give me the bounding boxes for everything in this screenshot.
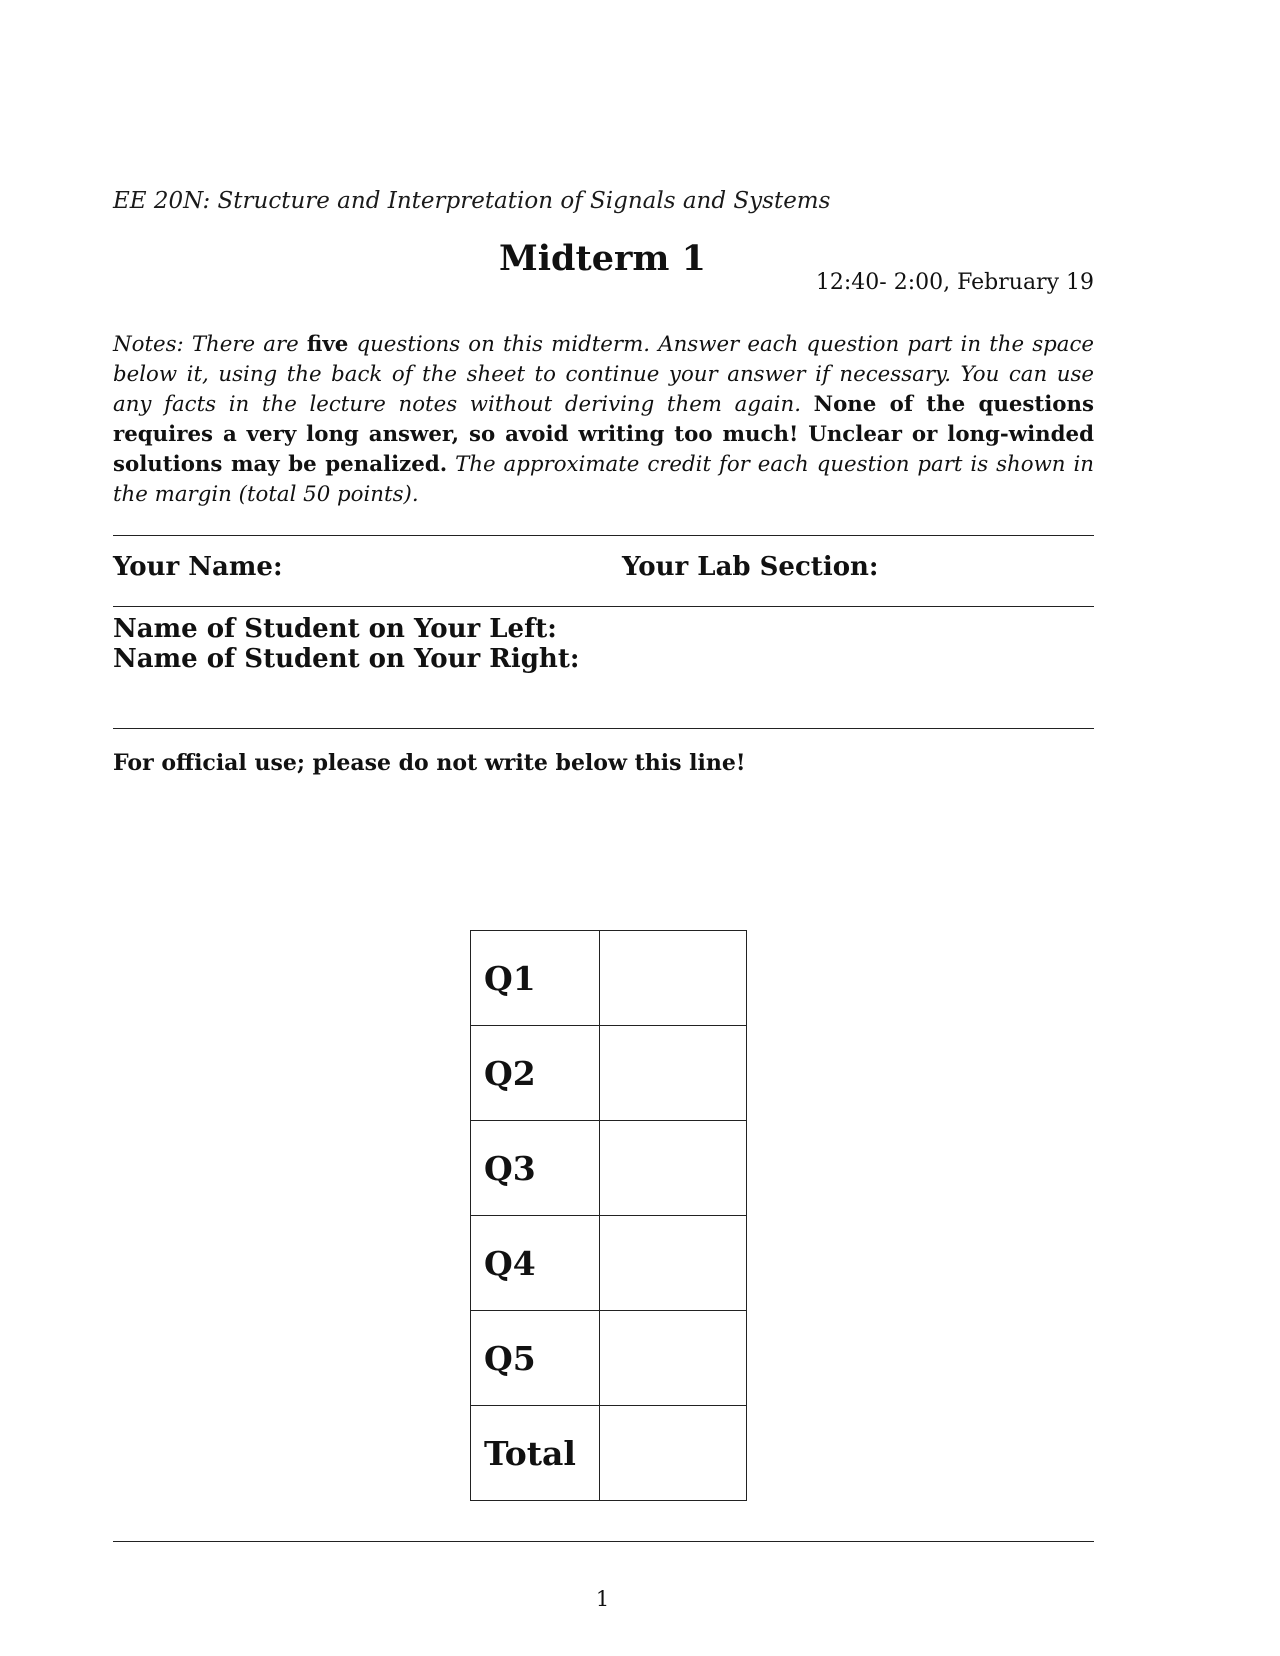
score-cell <box>600 1216 747 1311</box>
table-row <box>471 1121 747 1216</box>
left-student-label: Name of Student on Your Left: <box>113 614 557 644</box>
notes-bold-2: None of the questions requires a very long answer, so avoid writing too much! Unclear or long-winded solutions may be penalized. <box>113 392 1094 477</box>
exam-time: 12:40- 2:00, February 19 <box>815 270 1094 295</box>
table-row <box>471 1311 747 1406</box>
table-row <box>471 1216 747 1311</box>
row-label: Q3 <box>471 1121 600 1216</box>
row-label: Total <box>471 1406 600 1501</box>
score-cell <box>600 1406 747 1501</box>
score-table <box>470 930 747 1501</box>
exam-notes <box>113 330 1094 510</box>
notes-bold-1: five <box>306 332 349 357</box>
table-row <box>471 931 747 1026</box>
divider-name <box>113 606 1094 607</box>
notes-text-1: Notes: There are <box>113 332 307 357</box>
divider-footer <box>113 1541 1094 1542</box>
page-number: 1 <box>595 1587 610 1611</box>
notes-text-2: questions on this midterm. Answer each question part in the space below it, using the back of the sheet to continue your answer if necessary. You can use any facts in the lecture notes without deriving them again. <box>113 332 1094 417</box>
lab-section-label: Your Lab Section: <box>622 552 879 582</box>
row-label: Q2 <box>471 1026 600 1121</box>
score-cell <box>600 1311 747 1406</box>
score-cell <box>600 1121 747 1216</box>
official-use-note: For official use; please do not write below this line! <box>113 750 746 776</box>
row-label: Q4 <box>471 1216 600 1311</box>
score-cell <box>600 1026 747 1121</box>
page-title: Midterm 1 <box>499 238 706 279</box>
row-label: Q5 <box>471 1311 600 1406</box>
row-label: Q1 <box>471 931 600 1026</box>
divider-top <box>113 535 1094 536</box>
right-student-label: Name of Student on Your Right: <box>113 644 580 674</box>
table-row <box>471 1406 747 1501</box>
table-row <box>471 1026 747 1121</box>
divider-official <box>113 728 1094 729</box>
notes-text-3: The approximate credit for each question part is shown in the margin (total 50 points). <box>113 452 1094 507</box>
your-name-label: Your Name: <box>113 552 283 582</box>
course-header: EE 20N: Structure and Interpretation of Signals and Systems <box>113 188 831 214</box>
score-cell <box>600 931 747 1026</box>
